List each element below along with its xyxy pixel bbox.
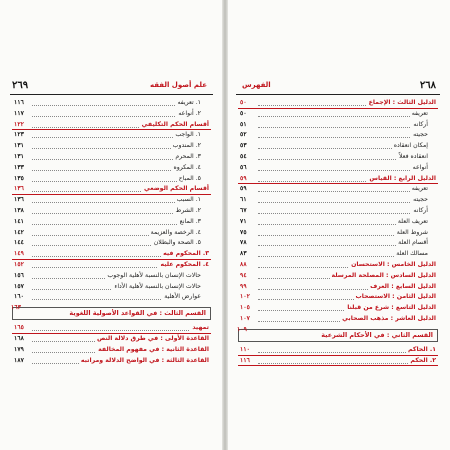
toc-entry-label: ٤. الرخصة والعزيمة <box>149 228 201 239</box>
toc-entry-label: عوارض الأهلية <box>162 292 201 303</box>
toc-entry-label: حالات الإنسان بالنسبة لأهلية الوجوب <box>105 271 201 282</box>
toc-entry-page: ١١٠ <box>240 345 252 356</box>
toc-entry-page: ٥٠ <box>240 98 249 109</box>
toc-entry-label: حالات الإنسان بالنسبة لأهلية الأداء <box>112 282 201 293</box>
toc-entry-page: ١٨٧ <box>14 356 26 367</box>
toc-entry-label: أقسام العلة <box>396 238 428 249</box>
toc-entry-page: ١٠٢ <box>240 292 252 303</box>
left-running-title: علم أصول الفقه <box>150 81 207 89</box>
toc-entry-page: ١٠٧ <box>240 314 252 325</box>
toc-entry <box>238 314 438 325</box>
dot-leader <box>258 127 424 128</box>
right-toc-list <box>238 98 438 366</box>
toc-entry-label: ٢. الحكم <box>408 356 436 367</box>
toc-entry-label: الدليل السابع : العرف <box>368 282 436 293</box>
toc-entry <box>238 206 438 217</box>
toc-entry-label: تعريف العلة <box>396 217 428 228</box>
section-heading-page: ١٠٩ <box>237 325 247 333</box>
toc-entry <box>238 120 438 131</box>
toc-entry-page: ٨٨ <box>240 260 249 271</box>
toc-entry-page: ١٢٣ <box>14 130 26 141</box>
toc-entry-page: ١١٦ <box>240 356 252 367</box>
toc-entry-page: ٩٩ <box>240 282 249 293</box>
toc-entry <box>238 130 438 141</box>
toc-entry-label: الدليل الثالث : الإجماع <box>367 98 436 109</box>
toc-entry-page: ٥٢ <box>240 130 249 141</box>
toc-entry <box>12 195 211 206</box>
toc-entry <box>12 174 211 185</box>
toc-entry-page: ١٣٦ <box>14 195 26 206</box>
toc-entry-page: ١٢٢ <box>14 120 26 131</box>
dot-leader <box>32 330 197 331</box>
section-heading-page: ١٦٣ <box>11 304 21 312</box>
toc-entry <box>12 217 211 228</box>
toc-entry <box>12 292 211 303</box>
toc-entry <box>238 282 438 293</box>
toc-entry-label: ٣. المحرم <box>173 152 201 163</box>
toc-entry <box>238 109 438 120</box>
toc-entry-label: تعريفه <box>410 109 428 120</box>
toc-entry-label: ٣. المانع <box>178 217 201 228</box>
toc-entry <box>12 206 211 217</box>
dot-leader <box>32 159 197 160</box>
toc-entry-page: ١٦٥ <box>14 323 26 334</box>
toc-entry-page: ١٥٧ <box>14 282 26 293</box>
toc-entry-label: ٤. المحكوم عليه <box>158 260 209 271</box>
toc-entry <box>238 195 438 206</box>
toc-entry <box>12 260 211 271</box>
toc-entry-label: حجيته <box>411 130 428 141</box>
toc-entry-page: ٥٦ <box>240 163 249 174</box>
toc-entry <box>238 303 438 314</box>
toc-entry-label: أقسام الحكم التكليفي <box>140 120 209 131</box>
toc-entry <box>12 141 211 152</box>
toc-entry-label: ٢. الشرط <box>173 206 201 217</box>
toc-entry-label: ٥. الصحة والبطلان <box>152 238 201 249</box>
toc-entry-page: ١٦٠ <box>14 292 26 303</box>
toc-entry-page: ٥٣ <box>240 141 249 152</box>
toc-entry <box>238 345 438 356</box>
toc-entry-label: الدليل الثامن : الاستصحاب <box>354 292 436 303</box>
toc-entry <box>12 271 211 282</box>
dot-leader <box>32 213 197 214</box>
toc-entry-page: ٦٧ <box>240 206 249 217</box>
toc-entry-page: ٥١ <box>240 120 249 131</box>
dot-leader <box>258 352 424 353</box>
toc-entry-label: الدليل الرابع : القياس <box>367 174 436 185</box>
toc-entry-page: ١٥٢ <box>14 260 26 271</box>
toc-entry-page: ٦١ <box>240 195 249 206</box>
dot-leader <box>32 137 197 138</box>
dot-leader <box>258 116 424 117</box>
toc-entry-page: ١٣٣ <box>14 163 26 174</box>
left-toc-list <box>12 98 211 366</box>
toc-entry-label: إمكان انعقاده <box>392 141 428 152</box>
toc-entry-label: شروط العلة <box>395 228 428 239</box>
toc-entry-label: أقسام الحكم الوضعي <box>142 184 209 195</box>
dot-leader <box>258 137 424 138</box>
toc-entry <box>238 292 438 303</box>
toc-entry-page: ١٤٩ <box>14 249 26 260</box>
toc-entry-page: ١٣١ <box>14 141 26 152</box>
toc-entry-label: الدليل العاشر : مذهب الصحابي <box>340 314 436 325</box>
toc-entry-label: أركانه <box>411 206 428 217</box>
dot-leader <box>258 191 424 192</box>
toc-entry-page: ١٣١ <box>14 152 26 163</box>
toc-entry <box>12 334 211 345</box>
toc-entry <box>238 152 438 163</box>
toc-entry-label: ١. الحاكم <box>406 345 436 356</box>
toc-entry <box>12 120 211 131</box>
dot-leader <box>258 363 424 364</box>
toc-entry <box>12 345 211 356</box>
toc-entry <box>12 323 211 334</box>
toc-entry <box>238 217 438 228</box>
toc-entry-page: ١٦٨ <box>14 334 26 345</box>
dot-leader <box>258 170 424 171</box>
toc-entry <box>12 356 211 367</box>
right-running-title: الفهرس <box>242 81 271 89</box>
section-heading-box <box>237 325 438 342</box>
toc-entry-page: ٥٠ <box>240 109 249 120</box>
toc-entry <box>238 271 438 282</box>
toc-entry <box>12 238 211 249</box>
toc-entry-page: ١٠٥ <box>240 303 252 314</box>
dot-leader <box>32 224 197 225</box>
toc-entry-page: ١٧٩ <box>14 345 26 356</box>
section-heading-label: القسم الثالث : في القواعد الأصولية اللغوية <box>69 309 206 318</box>
left-page-number: ٢٦٩ <box>12 80 29 91</box>
toc-entry-page: ١٣٥ <box>14 174 26 185</box>
right-page <box>226 0 450 450</box>
toc-entry <box>12 184 211 195</box>
toc-entry <box>12 130 211 141</box>
section-heading-label: القسم الثاني : في الأحكام الشرعية <box>321 330 433 339</box>
dot-leader <box>32 116 197 117</box>
toc-entry-label: ١. الواجب <box>173 130 201 141</box>
toc-entry-label: ٤. المكروه <box>171 163 201 174</box>
toc-entry-label: ١. تعريفه <box>175 98 201 109</box>
toc-entry <box>238 356 438 367</box>
toc-entry <box>12 249 211 260</box>
toc-entry <box>12 282 211 293</box>
toc-entry-label: ٢. المندوب <box>171 141 201 152</box>
toc-entry-page: ١٣٦ <box>14 184 26 195</box>
section-heading-box <box>11 304 211 320</box>
toc-entry-page: ١١٦ <box>14 98 26 109</box>
dot-leader <box>258 213 424 214</box>
toc-entry-page: ٥٩ <box>240 174 249 185</box>
toc-entry-label: ١. السبب <box>175 195 201 206</box>
toc-entry-page: ١٥٦ <box>14 271 26 282</box>
toc-entry <box>238 163 438 174</box>
toc-entry-label: مسالك العلة <box>394 249 428 260</box>
toc-entry-label: القاعدة الثانية : في مفهوم المخالفة <box>96 345 209 356</box>
toc-entry <box>238 98 438 109</box>
toc-entry-label: الدليل السادس : المصلحة المرسلة <box>330 271 437 282</box>
toc-entry-page: ٥٩ <box>240 184 249 195</box>
toc-entry <box>12 109 211 120</box>
toc-entry-page: ٧١ <box>240 217 249 228</box>
toc-entry <box>238 238 438 249</box>
right-page-number: ٢٦٨ <box>419 80 436 91</box>
toc-entry-label: الدليل الخامس : الاستحسان <box>349 260 436 271</box>
toc-entry-page: ١٣٨ <box>14 206 26 217</box>
toc-entry <box>238 260 438 271</box>
toc-entry-page: ٧٨ <box>240 238 249 249</box>
toc-entry <box>238 174 438 185</box>
toc-entry-label: ٢. أنواعه <box>176 109 201 120</box>
toc-entry-page: ٨٣ <box>240 249 249 260</box>
toc-entry <box>238 184 438 195</box>
toc-entry-label: الدليل التاسع : شرع من قبلنا <box>345 303 436 314</box>
toc-entry-label: ٥. المباح <box>177 174 201 185</box>
toc-entry <box>12 98 211 109</box>
toc-entry <box>12 152 211 163</box>
toc-entry-label: تعريفه <box>410 184 428 195</box>
toc-entry-label: القاعدة الثالثة : في الواضح الدلالة ومراتبه <box>79 356 209 367</box>
dot-leader <box>32 105 197 106</box>
toc-entry-page: ٥٤ <box>240 152 249 163</box>
right-page-header <box>236 80 440 95</box>
toc-entry <box>238 228 438 239</box>
toc-entry-label: أنواعه <box>411 163 428 174</box>
toc-entry <box>238 141 438 152</box>
toc-entry-label: ٣. المحكوم فيه <box>161 249 209 260</box>
left-page <box>0 0 224 450</box>
toc-entry-label: حجيته <box>411 195 428 206</box>
toc-entry-page: ١٤١ <box>14 217 26 228</box>
dot-leader <box>258 202 424 203</box>
toc-entry-label: أركانه <box>411 120 428 131</box>
toc-entry-label: تمهيد <box>190 323 209 334</box>
toc-entry-label: انعقاده فعلاً <box>397 152 428 163</box>
toc-entry-label: القاعدة الأولى : في طرق دلالة النص <box>95 334 209 345</box>
left-page-header <box>10 80 213 95</box>
toc-entry-page: ١١٧ <box>14 109 26 120</box>
toc-entry <box>12 163 211 174</box>
toc-entry <box>12 228 211 239</box>
toc-entry-page: ١٤٤ <box>14 238 26 249</box>
toc-entry-page: ١٤٢ <box>14 228 26 239</box>
toc-entry-page: ٩٤ <box>240 271 249 282</box>
toc-entry <box>238 249 438 260</box>
dot-leader <box>32 181 197 182</box>
toc-entry-page: ٧٥ <box>240 228 249 239</box>
dot-leader <box>32 202 197 203</box>
